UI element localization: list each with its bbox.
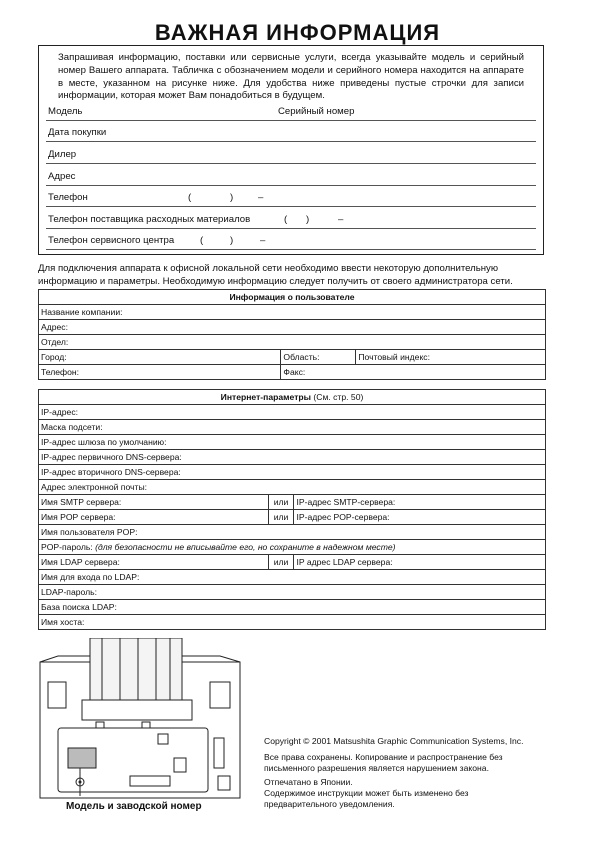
rights-line: Все права сохранены. Копирование и распространение без письменного разрешения является нарушением закона. bbox=[264, 752, 503, 773]
internet-header bbox=[39, 390, 546, 405]
device-caption: Модель и заводской номер bbox=[66, 801, 202, 812]
purchase-date-row bbox=[46, 120, 536, 142]
notice-line: Содержимое инструкции может быть изменено без предварительного уведомления. bbox=[264, 788, 469, 809]
dealer-label: Дилер bbox=[48, 149, 77, 160]
supplier-dash: – bbox=[338, 214, 344, 225]
mask-cell: Маска подсети: bbox=[39, 420, 546, 435]
city-cell: Город: bbox=[39, 350, 281, 365]
service-open-paren: ( bbox=[200, 235, 204, 246]
company-cell: Название компании: bbox=[39, 305, 546, 320]
page-title: ВАЖНАЯ ИНФОРМАЦИЯ bbox=[154, 20, 441, 45]
region-cell: Область: bbox=[281, 350, 356, 365]
intro-text: Запрашивая информацию, поставки или сервисные услуги, всегда указывайте модель и серийный номер Вашего аппарата. Табличка с обозначением модели и серийного номера находится на аппарате в месте, указанном на рисунке ниже. Для удобства ниже приведены пустые строчки для записи информации, которая может Вам понадобиться в будущем. bbox=[58, 52, 524, 102]
supplier-phone-row bbox=[46, 207, 536, 229]
user-info-header: Информация о пользователе bbox=[39, 290, 546, 305]
phone-row bbox=[46, 185, 536, 207]
internet-header-ref: (См. стр. 50) bbox=[311, 392, 364, 402]
service-phone-row bbox=[46, 228, 536, 250]
ip-cell: IP-адрес: bbox=[39, 405, 546, 420]
email-cell: Адрес электронной почты: bbox=[39, 480, 546, 495]
internet-table bbox=[38, 389, 546, 630]
dns2-cell: IP-адрес вторичного DNS-сервера: bbox=[39, 465, 546, 480]
serial-label: Серийный номер bbox=[278, 106, 355, 117]
smtp-name-cell: Имя SMTP сервера: bbox=[39, 495, 269, 510]
department-cell: Отдел: bbox=[39, 335, 546, 350]
printed-line: Отпечатано в Японии. bbox=[264, 777, 353, 787]
user-address-cell: Адрес: bbox=[39, 320, 546, 335]
ldap-or-cell: или bbox=[268, 555, 294, 570]
dealer-row bbox=[46, 142, 536, 164]
ldap-ip-cell: IP адрес LDAP сервера: bbox=[294, 555, 546, 570]
network-note: Для подключения аппарата к офисной локальной сети необходимо ввести некоторую дополнительную информацию и параметры. Необходимую информацию следует получить от своего администратора сети. bbox=[38, 263, 513, 287]
address-row bbox=[46, 164, 536, 186]
ldap-base-cell: База поиска LDAP: bbox=[39, 600, 546, 615]
copyright-line: Copyright © 2001 Matsushita Graphic Communication Systems, Inc. bbox=[264, 736, 524, 746]
pop-ip-cell: IP-адрес POP-сервера: bbox=[294, 510, 546, 525]
supplier-phone-label: Телефон поставщика расходных материалов bbox=[48, 214, 251, 225]
pop-or-cell: или bbox=[268, 510, 294, 525]
dns1-cell: IP-адрес первичного DNS-сервера: bbox=[39, 450, 546, 465]
model-label: Модель bbox=[48, 106, 83, 117]
zip-cell: Почтовый индекс: bbox=[356, 350, 546, 365]
service-phone-label: Телефон сервисного центра bbox=[48, 235, 175, 246]
device-illustration bbox=[38, 638, 243, 800]
phone-open-paren: ( bbox=[188, 192, 192, 203]
internet-header-title: Интернет-параметры bbox=[220, 392, 311, 402]
fax-cell: Факс: bbox=[281, 365, 546, 380]
phone-label: Телефон bbox=[48, 192, 88, 203]
pop-user-cell: Имя пользователя POP: bbox=[39, 525, 546, 540]
ldap-pass-cell: LDAP-пароль: bbox=[39, 585, 546, 600]
pop-name-cell: Имя POP сервера: bbox=[39, 510, 269, 525]
smtp-ip-cell: IP-адрес SMTP-сервера: bbox=[294, 495, 546, 510]
supplier-open-paren: ( bbox=[284, 214, 288, 225]
supplier-close-paren: ) bbox=[306, 214, 310, 225]
ldap-login-cell: Имя для входа по LDAP: bbox=[39, 570, 546, 585]
gateway-cell: IP-адрес шлюза по умолчанию: bbox=[39, 435, 546, 450]
phone-dash: – bbox=[258, 192, 264, 203]
phone-close-paren: ) bbox=[230, 192, 234, 203]
model-row bbox=[46, 99, 536, 121]
user-phone-cell: Телефон: bbox=[39, 365, 281, 380]
service-close-paren: ) bbox=[230, 235, 234, 246]
pop-pass-cell bbox=[39, 540, 546, 555]
service-dash: – bbox=[260, 235, 266, 246]
pop-pass-note: (для безопасности не вписывайте его, но сохраните в надежном месте) bbox=[95, 542, 396, 552]
purchase-date-label: Дата покупки bbox=[48, 127, 107, 138]
smtp-or-cell: или bbox=[268, 495, 294, 510]
address-label: Адрес bbox=[48, 171, 76, 182]
ldap-name-cell: Имя LDAP сервера: bbox=[39, 555, 269, 570]
host-cell: Имя хоста: bbox=[39, 615, 546, 630]
user-info-table bbox=[38, 289, 546, 380]
pop-pass-label: POP-пароль: bbox=[41, 542, 93, 552]
